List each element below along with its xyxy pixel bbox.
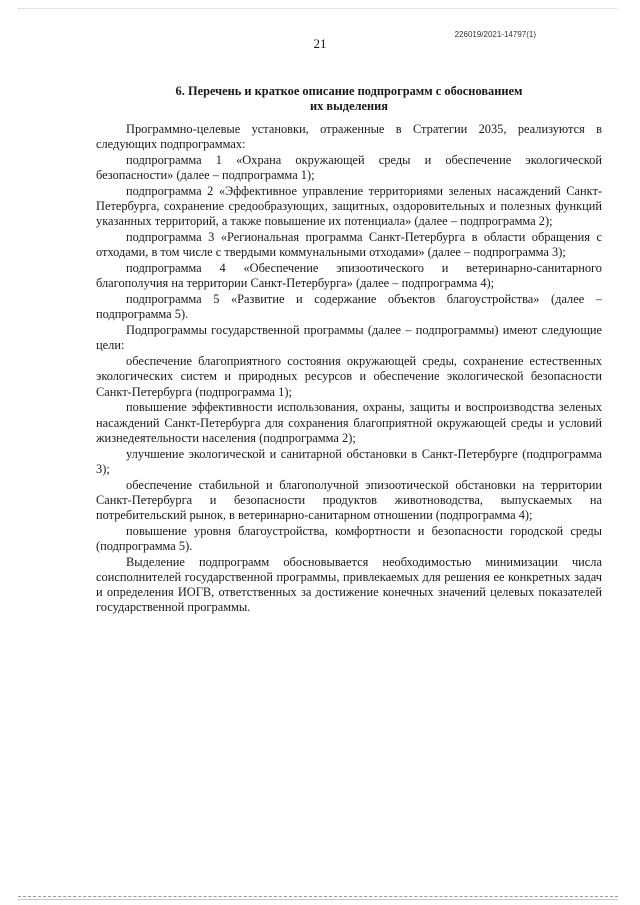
section-heading <box>96 84 602 114</box>
paragraph-intro: Программно-целевые установки, отраженные в Стратегии 2035, реализуются в следующих подпрограммах: <box>96 122 602 152</box>
scan-edge-bottom <box>18 896 618 900</box>
paragraph-subprogram-1: подпрограмма 1 «Охрана окружающей среды и обеспечение экологической безопасности» (далее – подпрограмма 1); <box>96 153 602 183</box>
registration-number: 226019/2021-14797(1) <box>454 30 536 39</box>
document-body <box>96 122 602 616</box>
paragraph-goal-4: обеспечение стабильной и благополучной эпизоотической обстановки на территории Санкт-Петербурга и безопасности продуктов животноводства, выпускаемых на потребительский рынок, в ветеринарно-санитарном отношении (подпрограмма 4); <box>96 477 602 523</box>
paragraph-subprogram-4: подпрограмма 4 «Обеспечение эпизоотического и ветеринарно-санитарного благополучия на территории Санкт-Петербурга» (далее – подпрограмма 4); <box>96 261 602 291</box>
paragraph-goals-intro: Подпрограммы государственной программы (далее – подпрограммы) имеют следующие цели: <box>96 323 602 353</box>
paragraph-goal-3: улучшение экологической и санитарной обстановки в Санкт-Петербурге (подпрограмма 3); <box>96 446 602 476</box>
paragraph-subprogram-3: подпрограмма 3 «Региональная программа Санкт-Петербурга в области обращения с отходами, в том числе с твердыми коммунальными отходами» (далее – подпрограмма 3); <box>96 230 602 260</box>
scan-edge-top <box>18 8 618 10</box>
paragraph-goal-1: обеспечение благоприятного состояния окружающей среды, сохранение естественных экологических систем и природных ресурсов и обеспечение экологической безопасности Санкт-Петербурга (подпрограмма 1); <box>96 354 602 399</box>
paragraph-subprogram-2: подпрограмма 2 «Эффективное управление территориями зеленых насаждений Санкт-Петербурга, сохранение средообразующих, защитных, оздоровительных и полезных функций указанных территорий, а также повышение их потенциала» (далее – подпрограмма 2); <box>96 184 602 229</box>
page-number: 21 <box>313 36 327 51</box>
paragraph-justification: Выделение подпрограмм обосновывается необходимостью минимизации числа соисполнителей государственной программы, привлекаемых для решения ее конкретных задач и определения ИОГВ, ответственных за достижение конечных значений целевых показателей государственной программы. <box>96 554 602 615</box>
paragraph-subprogram-5: подпрограмма 5 «Развитие и содержание объектов благоустройства» (далее – подпрограмма 5). <box>96 292 602 322</box>
paragraph-goal-5: повышение уровня благоустройства, комфортности и безопасности городской среды (подпрограмма 5). <box>96 523 602 554</box>
section-heading-line-2: их выделения <box>310 99 388 113</box>
section-heading-line-1: 6. Перечень и краткое описание подпрограмм с обоснованием <box>175 84 523 98</box>
paragraph-goal-2: повышение эффективности использования, охраны, защиты и воспроизводства зеленых насаждений Санкт-Петербурга для сохранения благоприятной окружающей среды и условий жизнедеятельности населения (подпрограмма 2); <box>96 400 602 445</box>
